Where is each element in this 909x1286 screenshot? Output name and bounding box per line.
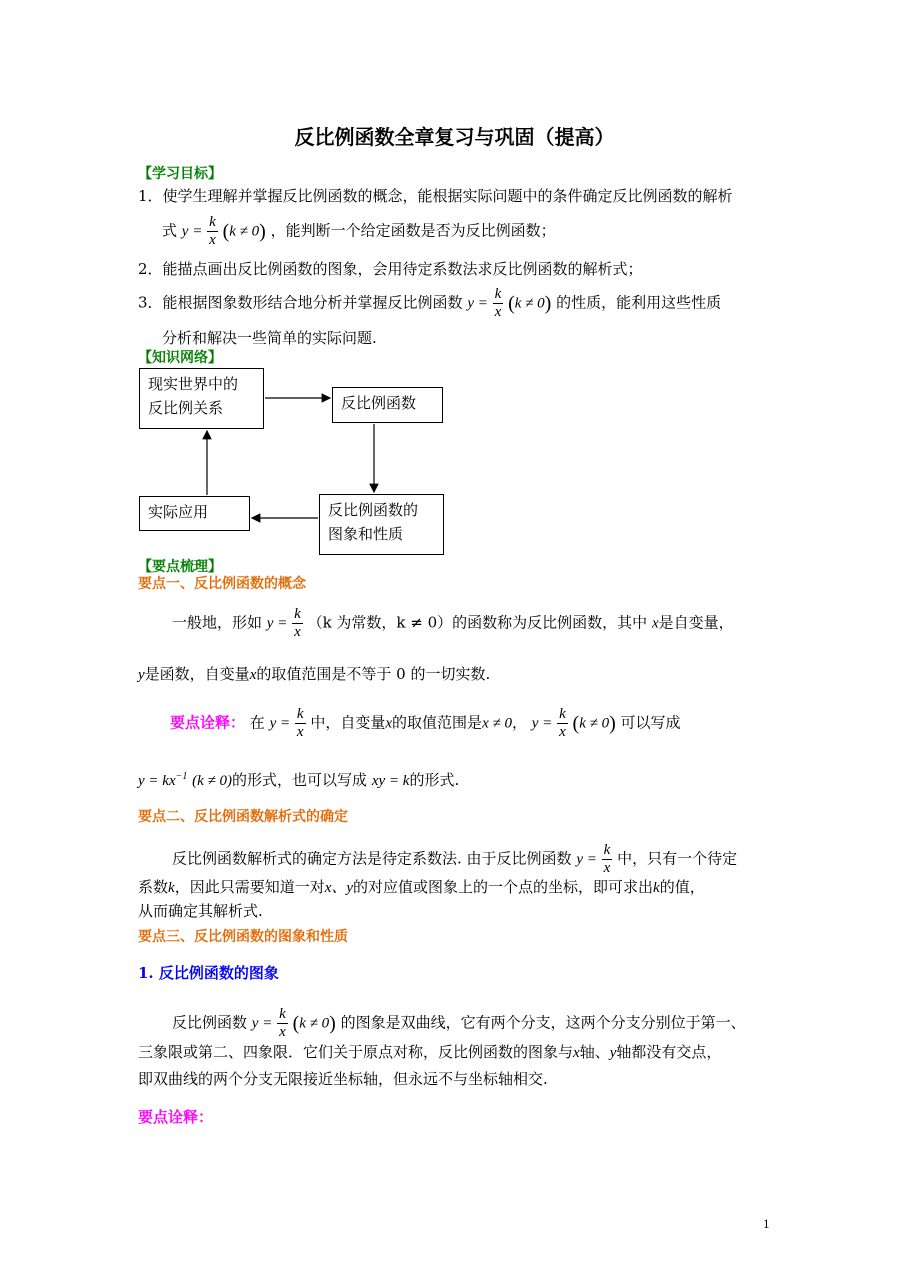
point-3-para-2: 三象限或第二、四象限．它们关于原点对称，反比例函数的图象与x轴、y轴都没有交点， [138, 1043, 722, 1061]
point-2-para-3: 从而确定其解析式. [138, 902, 263, 920]
point-2-heading: 要点二、反比例函数解析式的确定 [138, 809, 348, 825]
section-header-points: 【要点梳理】 [138, 559, 222, 575]
point-1-note-line-2: $y = kx^{-1}$ (k ≠ 0)的形式，也可以写成 xy = k的形式. [138, 771, 460, 789]
page-title: 反比例函数全章复习与巩固（提高） [294, 125, 615, 149]
point-3-para-1: 反比例函数 y = $\frac{k}{x}$ (k ≠ 0) 的图象是双曲线，它有两个分支，这两个分支分别位于第一、 [172, 1006, 746, 1040]
point-3-heading: 要点三、反比例函数的图象和性质 [138, 929, 348, 945]
point-3-note-label: 要点诠释： [138, 1108, 214, 1126]
goal-1-line-1: 1．使学生理解并掌握反比例函数的概念，能根据实际问题中的条件确定反比例函数的解析 [138, 187, 733, 205]
point-1-note: 要点诠释： 在 y = $\frac{k}{x}$ 中，自变量x的取值范围是x ≠ 0， y = $\frac{k}{x}$ (k ≠ 0) 可以写成 [170, 706, 681, 740]
point-3-subheading: 1. 反比例函数的图象 [138, 964, 279, 982]
diagram-box-inverse-function: 反比例函数 [332, 387, 443, 423]
math-y-eq: y = [181, 223, 203, 240]
goal-1-line-2: 式 y = $\frac{k}{x}$ (k ≠ 0) ，能判断一个给定函数是否为反比例函数； [162, 214, 556, 248]
page-number: 1 [763, 1216, 770, 1231]
section-header-goals: 【学习目标】 [138, 166, 222, 182]
section-header-network: 【知识网络】 [138, 350, 222, 366]
diagram-box-application: 实际应用 [139, 496, 250, 531]
goal-2: 2．能描点画出反比例函数的图象，会用待定系数法求反比例函数的解析式； [138, 260, 643, 278]
diagram-box-real-world: 现实世界中的 反比例关系 [139, 368, 264, 429]
goal-3-line-2: 分析和解决一些简单的实际问题. [162, 329, 377, 347]
point-1-para-1: 一般地，形如 y = $\frac{k}{x}$ （k 为常数，k ≠ 0）的函数称为反比例函数，其中 x是自变量， [172, 606, 734, 640]
point-1-para-2: y是函数，自变量x的取值范围是不等于 0 的一切实数. [138, 665, 491, 683]
point-3-para-3: 即双曲线的两个分支无限接近坐标轴，但永远不与坐标轴相交. [138, 1070, 548, 1088]
point-1-heading: 要点一、反比例函数的概念 [138, 576, 306, 592]
fraction-k-over-x: $\frac{k}{x}$ [294, 606, 301, 640]
point-2-para-2: 系数k，因此只需要知道一对x、y的对应值或图象上的一个点的坐标，即可求出k的值， [138, 878, 705, 896]
fraction-k-over-x: $\frac{k}{x}$ [494, 286, 502, 320]
point-2-para-1: 反比例函数解析式的确定方法是待定系数法. 由于反比例函数 y = $\frac{k}{x}$ 中，只有一个待定 [172, 842, 738, 876]
goal-3-line-1: 3．能根据图象数形结合地分析并掌握反比例函数 y = $\frac{k}{x}$ (k ≠ 0) 的性质，能利用这些性质 [138, 286, 722, 320]
fraction-k-over-x: $\frac{k}{x}$ [209, 214, 216, 248]
diagram-box-graph-properties: 反比例函数的 图象和性质 [319, 494, 444, 555]
